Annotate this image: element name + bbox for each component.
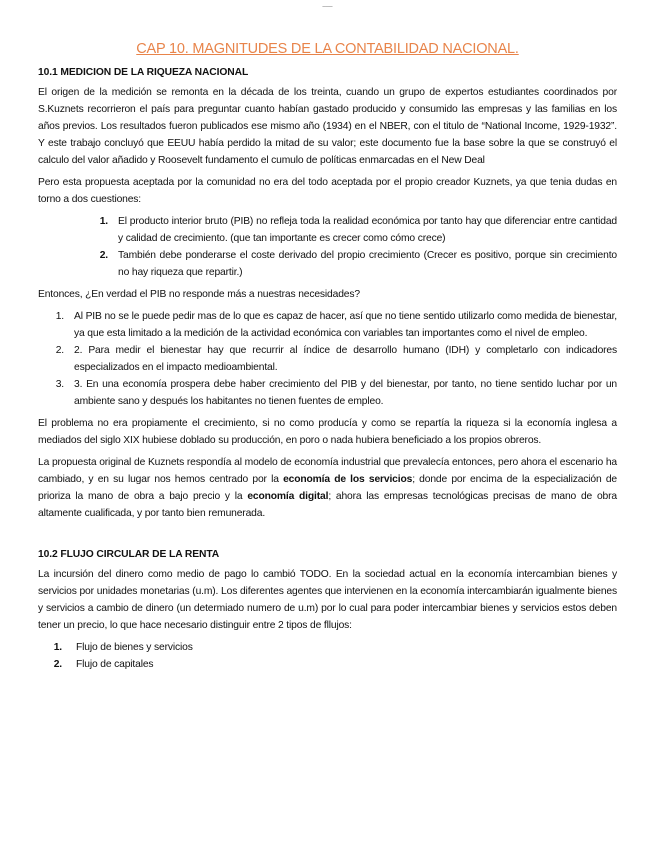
page-top-mark: ___ xyxy=(322,1,333,7)
paragraph-money: La incursión del dinero como medio de pago lo cambió TODO. En la sociedad actual en la economía intercambian bienes y servicios por unidades monetarias (u.m). Los diferentes agentes que intervienen en la economía intercambiarán igualmente bienes y servicios a cambio de dinero (un determiado numero de u.m) por lo cual para poder intercambiar bienes y servicios estos deben tener un precio, lo que hace necesario distinguir entre 2 tipos de fllujos: xyxy=(38,569,617,631)
list-item-text: 2. Para medir el bienestar hay que recurrir al índice de desarrollo humano (IDH) y completarlo con indicadores especializados en el impacto medioambiental. xyxy=(74,345,617,373)
flows-list xyxy=(38,639,617,673)
list-item-text: El producto interior bruto (PIB) no refleja toda la realidad económica por tanto hay que diferenciar entre cantidad y calidad de crecimiento. (que tan importante es crecer como cómo crece) xyxy=(118,216,617,244)
text-run: ; donde por encima de la especialización de prioriza la mano de obra a bajo precio y la xyxy=(38,474,617,502)
text-run: ; ahora las empresas tecnológicas precisas de mano de obra altamente cualificada, y por tanto bien remunerada. xyxy=(38,491,617,519)
paragraph-problem: El problema no era propiamente el crecimiento, si no como producía y como se repartía la riqueza si la economía inglesa a mediados del siglo XIX hubiese doblado su producción, en poro o nada hubiera beneficiado a los propios obreros. xyxy=(38,418,617,446)
list-item-text: 3. En una economía prospera debe haber crecimiento del PIB y del bienestar, por tanto, no tiene sentido luchar por un ambiente sano y después los habitantes no tienen fuentes de empleo. xyxy=(74,379,617,407)
list-item-number: 3. xyxy=(55,379,64,390)
list-item-number: 1. xyxy=(53,642,62,653)
list-item xyxy=(94,247,617,281)
list-item-number: 1. xyxy=(99,216,108,227)
chapter-title: CAP 10. MAGNITUDES DE LA CONTABILIDAD NACIONAL. xyxy=(136,41,519,57)
doubts-list xyxy=(38,213,617,281)
text-run: La propuesta original de Kuznets respondía al modelo de economía industrial que prevalecía entonces, pero ahora el escenario ha cambiado, y en su lugar nos hemos centrado por la xyxy=(38,457,617,485)
section-heading-10-2: 10.2 FLUJO CIRCULAR DE LA RENTA xyxy=(38,549,220,560)
list-item-text: Flujo de bienes y servicios xyxy=(76,642,193,653)
bold-term-digital-economy: economía digital xyxy=(247,491,329,502)
list-item-number: 2. xyxy=(99,250,108,261)
list-item-number: 2. xyxy=(53,659,62,670)
list-item-number: 2. xyxy=(55,345,64,356)
list-item xyxy=(94,213,617,247)
list-item-text: También debe ponderarse el coste derivado del propio crecimiento (Crecer es positivo, porque sin crecimiento no hay riqueza que repartir.) xyxy=(118,250,617,278)
paragraph-original-proposal xyxy=(38,454,617,522)
bold-term-services-economy: economía de los servicios xyxy=(283,474,413,485)
paragraph-kuznets-doubts: Pero esta propuesta aceptada por la comunidad no era del todo aceptada por el propio creador Kuznets, ya que tenia dudas en torno a dos cuestiones: xyxy=(38,177,617,205)
list-item xyxy=(48,639,617,656)
list-item xyxy=(50,342,617,376)
list-item xyxy=(48,656,617,673)
section-heading-10-1: 10.1 MEDICION DE LA RIQUEZA NACIONAL xyxy=(38,67,249,78)
list-item-number: 1. xyxy=(55,311,64,322)
list-item-text: Flujo de capitales xyxy=(76,659,154,670)
list-item-text: Al PIB no se le puede pedir mas de lo que es capaz de hacer, así que no tiene sentido utilizarlo como medida de bienestar, ya que esta limitado a la medición de la actividad económica con variables tan importantes como el nivel de empleo. xyxy=(74,311,617,339)
paragraph-question: Entonces, ¿En verdad el PIB no responde más a nuestras necesidades? xyxy=(38,289,360,300)
paragraph-origin: El origen de la medición se remonta en la década de los treinta, cuando un grupo de expertos estudiantes coordinados por S.Kuznets recorrieron el país para preguntar cuanto habían gastado producido y consumido las empresas y las familias en los años previos. Los resultados fueron publicados ese mismo año (1934) en el NBER, con el titulo de “National Income, 1929-1932”. Y este trabajo concluyó que EEUU había perdido la mitad de su valor; este documento fue la base sobre la que se construyó el calculo del valor añadido y Roosevelt fundamento el cumulo de políticas enmarcadas en el New Deal xyxy=(38,87,617,166)
list-item xyxy=(50,308,617,342)
list-item xyxy=(50,376,617,410)
answers-list xyxy=(38,308,617,410)
